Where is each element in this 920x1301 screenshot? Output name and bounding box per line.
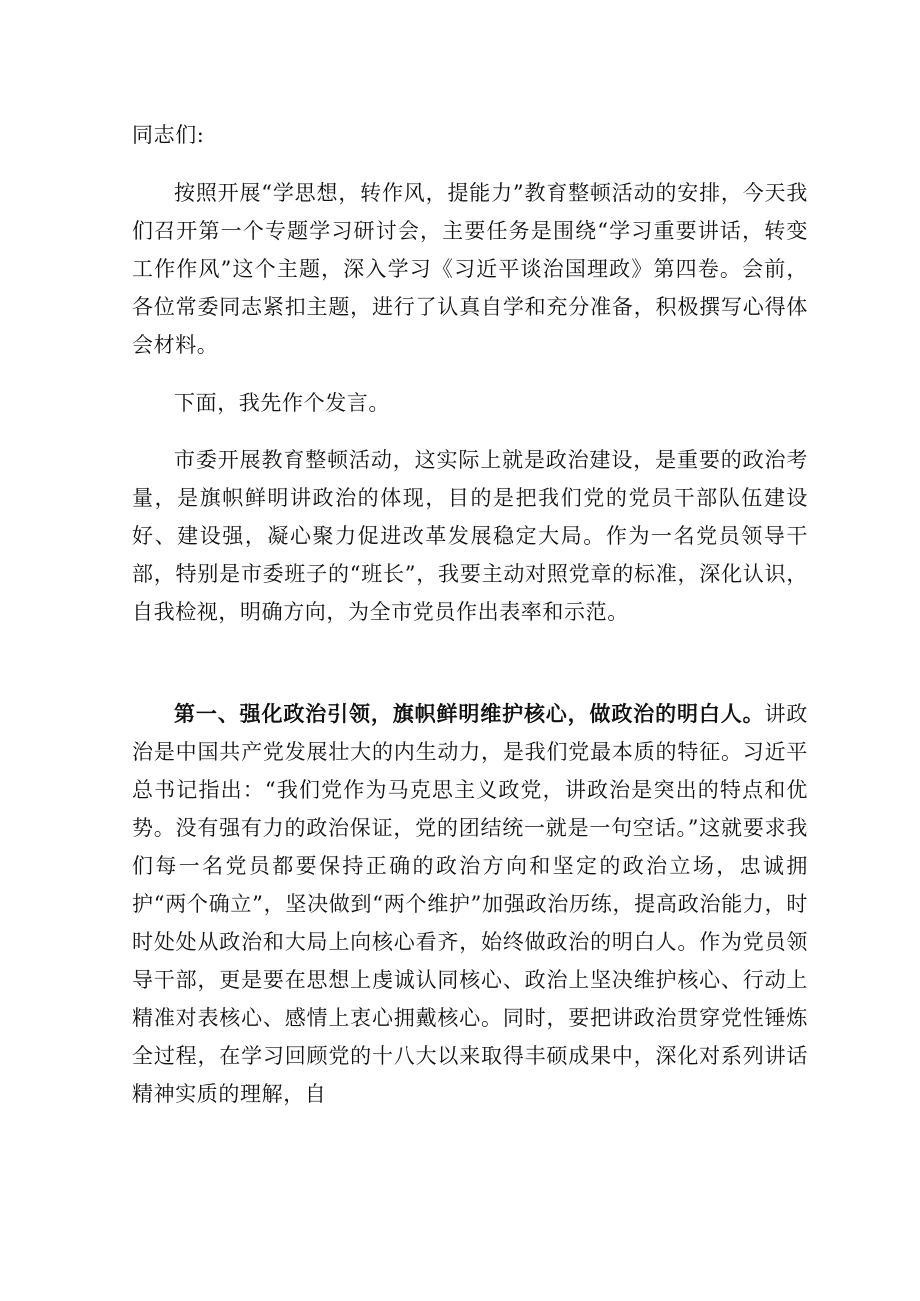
paragraph-first-point [132,695,808,1113]
paragraph-city-committee: 市委开展教育整顿活动，这实际上就是政治建设，是重要的政治考量，是旗帜鲜明讲政治的体现，目的是把我们党的党员干部队伍建设好、建设强，凝心聚力促进改革发展稳定大局。作为一名党员领导干部，特别是市委班子的“班长”，我要主动对照党章的标准，深化认识，自我检视，明确方向，为全市党员作出表率和示范。 [132,448,808,624]
paragraph-first-speech: 下面，我先作个发言。 [174,391,390,415]
first-point-heading: 第一、强化政治引领，旗帜鲜明维护核心，做政治的明白人。 [174,701,765,726]
first-point-body: 讲政治是中国共产党发展壮大的内生动力，是我们党最本质的特征。习近平总书记指出：“我们党作为马克思主义政党，讲政治是突出的特点和优势。没有强有力的政治保证，党的团结统一就是一句空话。”这就要求我们每一名党员都要保持正确的政治方向和坚定的政治立场，忠诚拥护“两个确立”，坚决做到“两个维护”加强政治历练，提高政治能力，时时处处从政治和大局上向核心看齐，始终做政治的明白人。作为党员领导干部，更是要在思想上虔诚认同核心、政治上坚决维护核心、行动上精准对表核心、感情上衷心拥戴核心。同时，要把讲政治贯穿党性锤炼全过程，在学习回顾党的十八大以来取得丰硕成果中，深化对系列讲话精神实质的理解，自 [132,702,809,1106]
paragraph-intro: 按照开展“学思想，转作风，提能力”教育整顿活动的安排，今天我们召开第一个专题学习研讨会，主要任务是围绕“学习重要讲话，转变工作作风”这个主题，深入学习《习近平谈治国理政》第四卷。会前，各位常委同志紧扣主题，进行了认真自学和充分准备，积极撰写心得体会材料。 [132,181,808,357]
salutation: 同志们: [132,123,205,147]
